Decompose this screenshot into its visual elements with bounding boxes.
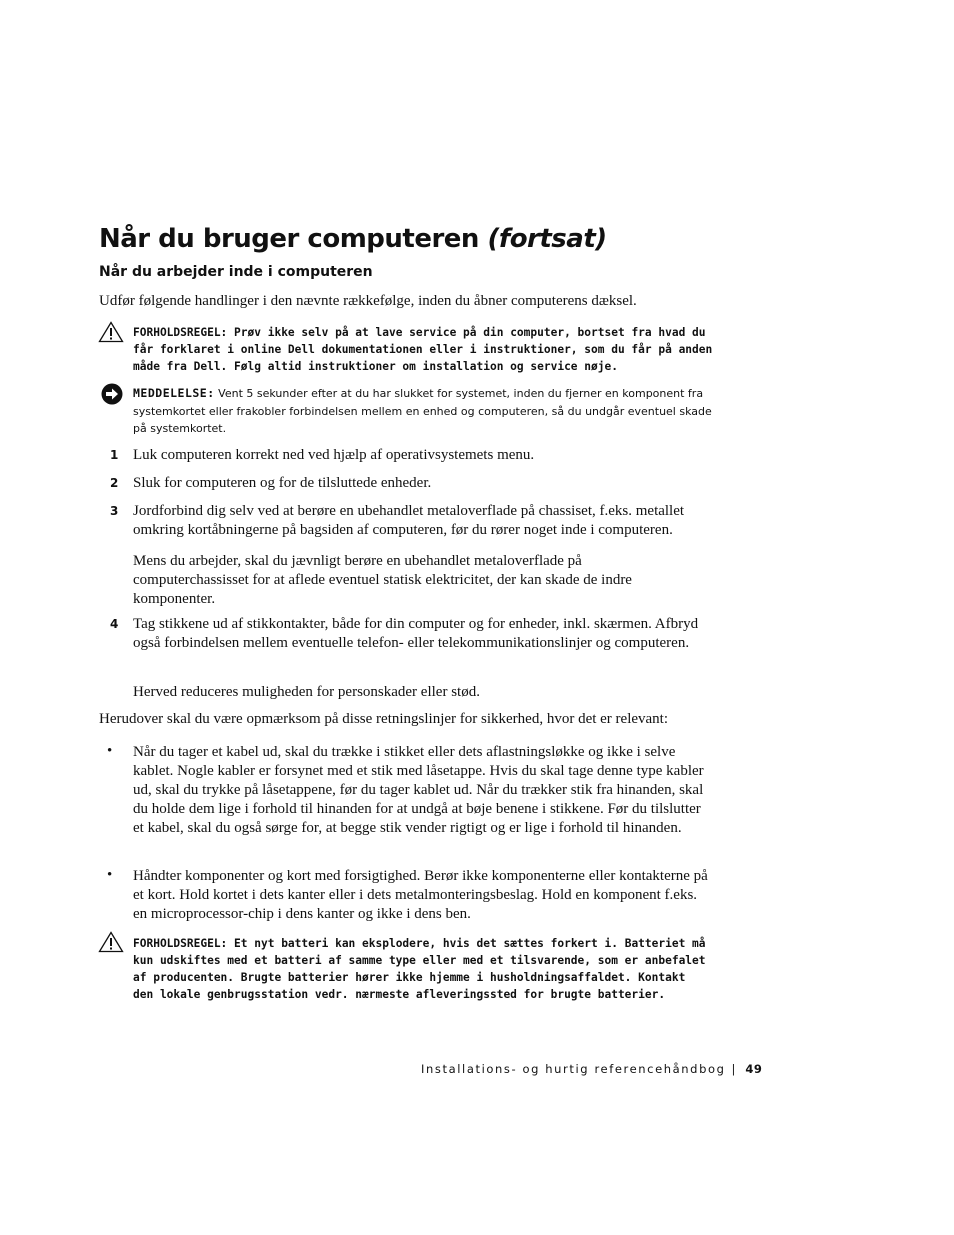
notice-text: Vent 5 sekunder efter at du har slukket for systemet, inden du fjerner en komponent fra systemkortet eller frakobler forbindelsen mellem en enhed og computeren, så du undgår eventuel skade på systemkortet.	[133, 387, 712, 435]
notice-note	[133, 385, 723, 438]
step-number: 1	[110, 448, 119, 462]
step-number: 2	[110, 476, 119, 490]
page-number: 49	[745, 1062, 763, 1076]
step-extra-text: Mens du arbejder, skal du jævnligt berøre en ubehandlet metaloverflade på computerchassisset for at aflede eventuel statisk elektricitet, der kan skade de indre komponenter.	[133, 553, 632, 607]
page-title	[99, 224, 607, 254]
step-text: Jordforbind dig selv ved at berøre en ubehandlet metaloverflade på chassiset, f.eks. metallet omkring kortåbningerne på bagsiden af computeren, før du rører noget inde i computeren.	[133, 503, 685, 538]
step-text: Tag stikkene ud af stikkontakter, både for din computer og for enheder, inkl. skærmen. Afbryd også forbindelsen mellem eventuelle telefon- eller telekommunikationslinjer og computeren.	[133, 616, 699, 651]
bullet-text: Håndter komponenter og kort med forsigtighed. Berør ikke komponenterne eller kontakterne på et kort. Hold kortet i dets kanter eller i dets metalmonteringsbeslag. Hold en komponent f.eks. en microprocessor-chip i dens kanter og ikke i dens ben.	[133, 868, 708, 922]
page-title-main: Når du bruger computeren	[99, 224, 479, 254]
warning-triangle-icon	[98, 931, 124, 953]
guidelines-intro: Herudover skal du være opmærksom på disse retningslinjer for sikkerhed, hvor det er relevant:	[99, 711, 669, 727]
step-number: 4	[110, 617, 119, 631]
section-heading: Når du arbejder inde i computeren	[99, 264, 373, 280]
step-text: Luk computeren korrekt ned ved hjælp af operativsystemets menu.	[133, 447, 535, 463]
step-extra-text: Herved reduceres muligheden for personskader eller stød.	[133, 684, 480, 700]
page-title-suffix: (fortsat)	[487, 224, 607, 254]
bullet-text: Når du tager et kabel ud, skal du trække i stikket eller dets aflastningsløkke og ikke i selve kablet. Nogle kabler er forsynet med et stik med låsetappe. Hvis du skal tage denne type kabler ud, skal du trykke på låsetappene, før du tager kablet ud. Når du trækker stik fra hinanden, skal du holde dem lige i forhold til hinanden for at undgå at bøje benene i stikkene. Før du tilslutter et kabel, skal du også sørge for, at begge stik vender rigtigt og er lige i forhold til hinanden.	[133, 744, 704, 836]
warning-triangle-icon	[98, 321, 124, 343]
caution-text: Et nyt batteri kan eksplodere, hvis det sættes forkert i. Batteriet må kun udskiftes med et batteri af samme type eller med et tilsvarende, som er anbefalet af producenten. Brugte batterier hører ikke hjemme i husholdningsaffaldet. Kontakt den lokale genbrugsstation vedr. nærmeste afleveringssted for brugte batterier.	[133, 937, 706, 1001]
page-footer	[421, 1062, 762, 1076]
bullet-mark: •	[107, 867, 113, 883]
caution-note-1	[133, 324, 713, 375]
footer-separator: |	[731, 1062, 736, 1076]
notice-label: MEDDELELSE:	[133, 386, 215, 400]
intro-text: Udfør følgende handlinger i den nævnte rækkefølge, inden du åbner computerens dæksel.	[99, 293, 637, 309]
step-number: 3	[110, 504, 119, 518]
notice-arrow-icon	[101, 383, 123, 405]
step-text: Sluk for computeren og for de tilsluttede enheder.	[133, 475, 432, 491]
caution-label: FORHOLDSREGEL:	[133, 326, 228, 339]
caution-text: Prøv ikke selv på at lave service på din computer, bortset fra hvad du får forklaret i online Dell dokumentationen eller i instruktioner, som du får på anden måde fra Dell. Følg altid instruktioner om installation og service nøje.	[133, 326, 713, 373]
bullet-mark: •	[107, 743, 113, 759]
footer-book-title: Installations- og hurtig referencehåndbog	[421, 1062, 726, 1076]
caution-label: FORHOLDSREGEL:	[133, 937, 228, 950]
caution-note-2	[133, 935, 708, 1003]
